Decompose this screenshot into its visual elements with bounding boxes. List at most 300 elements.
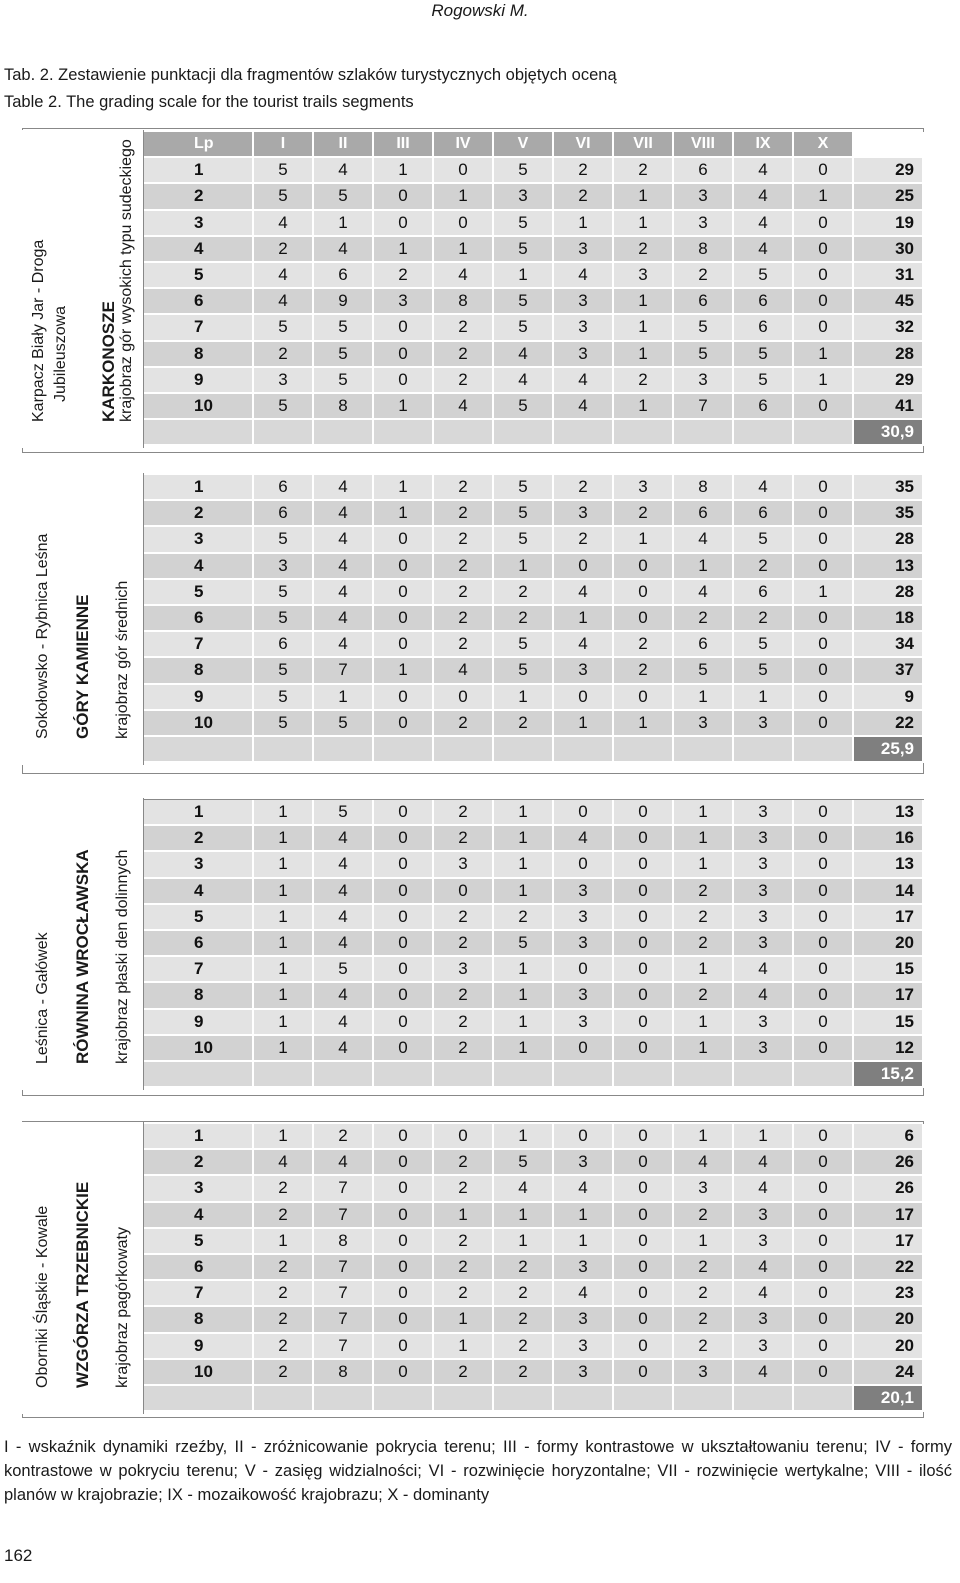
score-cell: 2 [434, 800, 494, 824]
row-number: 2 [144, 1150, 254, 1174]
score-cell: 5 [314, 315, 374, 339]
empty-cell [314, 1386, 374, 1410]
score-cell: 0 [794, 1360, 854, 1384]
group-average: 25,9 [854, 737, 924, 761]
score-cell: 1 [794, 580, 854, 604]
row-total: 14 [854, 879, 924, 903]
score-cell: 1 [254, 1229, 314, 1253]
score-cell: 5 [314, 711, 374, 735]
score-cell: 4 [494, 368, 554, 392]
score-cell: 3 [734, 931, 794, 955]
score-cell: 3 [554, 501, 614, 525]
score-cell: 0 [794, 158, 854, 182]
score-cell: 6 [674, 632, 734, 656]
score-cell: 0 [794, 1255, 854, 1279]
score-cell: 1 [254, 1124, 314, 1148]
score-cell: 5 [674, 315, 734, 339]
table-row [144, 184, 924, 210]
score-cell: 3 [554, 1010, 614, 1034]
score-cell: 1 [494, 826, 554, 850]
row-number: 7 [144, 957, 254, 981]
score-cell: 4 [734, 475, 794, 499]
score-cell: 0 [614, 852, 674, 876]
score-cell: 0 [794, 1176, 854, 1200]
score-cell: 0 [374, 1360, 434, 1384]
table-row [144, 1334, 924, 1360]
score-cell: 4 [314, 983, 374, 1007]
empty-cell [374, 420, 434, 444]
score-cell: 1 [494, 983, 554, 1007]
score-cell: 4 [734, 158, 794, 182]
score-cell: 0 [374, 905, 434, 929]
score-cell: 3 [734, 905, 794, 929]
score-cell: 3 [554, 983, 614, 1007]
score-cell: 3 [254, 554, 314, 578]
running-head: Rogowski M. [431, 1, 529, 20]
score-cell: 2 [434, 554, 494, 578]
row-number: 9 [144, 1010, 254, 1034]
score-cell: 4 [554, 368, 614, 392]
table-row [144, 711, 924, 737]
score-cell: 0 [374, 1010, 434, 1034]
score-cell: 4 [314, 158, 374, 182]
score-cell: 1 [614, 315, 674, 339]
empty-cell [144, 1062, 254, 1086]
score-cell: 0 [374, 368, 434, 392]
score-cell: 0 [614, 1203, 674, 1227]
score-cell: 0 [614, 1307, 674, 1331]
score-cell: 1 [614, 184, 674, 208]
table-row [144, 289, 924, 315]
score-cell: 3 [734, 1334, 794, 1358]
score-cell: 6 [254, 632, 314, 656]
score-cell: 1 [554, 1203, 614, 1227]
score-cell: 5 [674, 658, 734, 682]
score-cell: 8 [434, 289, 494, 313]
empty-cell [734, 737, 794, 761]
score-cell: 2 [614, 632, 674, 656]
table-row [144, 826, 924, 852]
score-cell: 2 [674, 1203, 734, 1227]
empty-cell [494, 420, 554, 444]
score-cell: 4 [554, 394, 614, 418]
row-total: 45 [854, 289, 924, 313]
row-number: 7 [144, 632, 254, 656]
score-cell: 4 [314, 475, 374, 499]
score-cell: 1 [614, 711, 674, 735]
score-cell: 5 [494, 315, 554, 339]
score-cell: 7 [674, 394, 734, 418]
score-cell: 2 [434, 826, 494, 850]
score-cell: 4 [254, 211, 314, 235]
score-cell: 4 [734, 983, 794, 1007]
table-row [144, 315, 924, 341]
score-cell: 4 [734, 1360, 794, 1384]
row-number: 8 [144, 983, 254, 1007]
empty-cell [434, 737, 494, 761]
score-cell: 0 [794, 263, 854, 287]
table-row [144, 852, 924, 878]
score-cell: 6 [734, 315, 794, 339]
score-cell: 5 [314, 800, 374, 824]
score-cell: 5 [254, 394, 314, 418]
score-cell: 0 [374, 957, 434, 981]
score-cell: 4 [314, 1036, 374, 1060]
row-number: 6 [144, 606, 254, 630]
score-cell: 4 [314, 931, 374, 955]
score-cell: 0 [614, 1334, 674, 1358]
score-cell: 0 [614, 826, 674, 850]
score-cell: 3 [554, 879, 614, 903]
score-cell: 4 [494, 1176, 554, 1200]
score-cell: 0 [554, 554, 614, 578]
score-cell: 6 [674, 158, 734, 182]
group-average-row [144, 1386, 924, 1412]
score-cell: 2 [674, 1255, 734, 1279]
table-row [144, 879, 924, 905]
score-cell: 5 [734, 263, 794, 287]
score-cell: 4 [254, 263, 314, 287]
score-cell: 0 [374, 685, 434, 709]
region-name: KARKONOSZE [99, 301, 118, 423]
score-cell: 2 [614, 501, 674, 525]
table-row [144, 632, 924, 658]
landscape-type: krajobraz płaski den dolinnych [114, 849, 131, 1065]
score-cell: 2 [434, 1036, 494, 1060]
score-cell: 1 [734, 685, 794, 709]
score-cell: 4 [554, 1281, 614, 1305]
score-cell: 5 [494, 501, 554, 525]
score-cell: 0 [374, 1176, 434, 1200]
score-cell: 2 [434, 1010, 494, 1034]
score-cell: 0 [374, 800, 434, 824]
score-cell: 3 [734, 1036, 794, 1060]
table-row [144, 554, 924, 580]
score-cell: 0 [374, 983, 434, 1007]
row-total: 19 [854, 211, 924, 235]
score-cell: 0 [614, 1281, 674, 1305]
score-cell: 2 [254, 1334, 314, 1358]
column-header-sum [854, 132, 924, 156]
table-row [144, 501, 924, 527]
row-number: 9 [144, 368, 254, 392]
row-number: 5 [144, 263, 254, 287]
row-number: 7 [144, 315, 254, 339]
score-cell: 2 [674, 1334, 734, 1358]
score-cell: 0 [374, 315, 434, 339]
score-cell: 4 [734, 1255, 794, 1279]
score-cell: 0 [794, 658, 854, 682]
score-cell: 2 [434, 527, 494, 551]
row-total: 41 [854, 394, 924, 418]
score-cell: 4 [314, 1010, 374, 1034]
score-cell: 1 [254, 905, 314, 929]
row-number: 9 [144, 685, 254, 709]
score-cell: 1 [254, 826, 314, 850]
score-cell: 0 [794, 1150, 854, 1174]
table-row [144, 606, 924, 632]
row-total: 13 [854, 800, 924, 824]
empty-cell [314, 1062, 374, 1086]
score-cell: 2 [434, 1360, 494, 1384]
row-number: 3 [144, 1176, 254, 1200]
score-cell: 1 [494, 879, 554, 903]
row-total: 6 [854, 1124, 924, 1148]
score-cell: 5 [674, 342, 734, 366]
score-cell: 9 [314, 289, 374, 313]
score-cell: 5 [254, 184, 314, 208]
score-cell: 0 [614, 685, 674, 709]
score-cell: 3 [674, 1360, 734, 1384]
score-cell: 5 [314, 368, 374, 392]
row-total: 20 [854, 1307, 924, 1331]
score-cell: 1 [614, 394, 674, 418]
score-cell: 0 [614, 1255, 674, 1279]
score-cell: 2 [254, 1176, 314, 1200]
empty-cell [674, 1386, 734, 1410]
score-cell: 3 [674, 1176, 734, 1200]
score-cell: 3 [554, 1334, 614, 1358]
score-cell: 2 [554, 475, 614, 499]
score-cell: 5 [254, 580, 314, 604]
score-cell: 0 [794, 905, 854, 929]
score-cell: 3 [554, 289, 614, 313]
column-header: VI [554, 132, 614, 156]
row-total: 34 [854, 632, 924, 656]
score-cell: 1 [374, 658, 434, 682]
region-name: WZGÓRZA TRZEBNICKIE [73, 1182, 92, 1389]
table-row [144, 475, 924, 501]
empty-cell [144, 1386, 254, 1410]
score-cell: 5 [494, 158, 554, 182]
table-row [144, 983, 924, 1009]
empty-cell [794, 420, 854, 444]
row-number: 2 [144, 184, 254, 208]
score-cell: 2 [434, 711, 494, 735]
score-cell: 4 [314, 852, 374, 876]
column-header: VII [614, 132, 674, 156]
score-cell: 5 [494, 931, 554, 955]
score-cell: 5 [494, 211, 554, 235]
trail-name: Karpacz Biały Jar - Droga [30, 240, 47, 423]
empty-cell [314, 737, 374, 761]
score-cell: 0 [794, 632, 854, 656]
score-cell: 2 [434, 368, 494, 392]
score-cell: 2 [554, 527, 614, 551]
score-cell: 0 [794, 711, 854, 735]
row-total: 28 [854, 580, 924, 604]
table-row [144, 1150, 924, 1176]
empty-cell [554, 1062, 614, 1086]
score-cell: 0 [794, 685, 854, 709]
score-cell: 0 [374, 1307, 434, 1331]
score-cell: 3 [374, 289, 434, 313]
score-cell: 2 [434, 606, 494, 630]
score-cell: 2 [254, 1255, 314, 1279]
score-cell: 0 [614, 983, 674, 1007]
score-cell: 2 [434, 342, 494, 366]
score-cell: 4 [314, 1150, 374, 1174]
score-cell: 1 [674, 1036, 734, 1060]
score-cell: 0 [794, 931, 854, 955]
score-cell: 1 [674, 1010, 734, 1034]
score-cell: 0 [614, 1229, 674, 1253]
score-cell: 0 [794, 475, 854, 499]
table-row [144, 368, 924, 394]
score-cell: 0 [554, 685, 614, 709]
score-cell: 0 [374, 1203, 434, 1227]
empty-cell [374, 1386, 434, 1410]
table-row [144, 263, 924, 289]
score-cell: 1 [614, 211, 674, 235]
empty-cell [254, 1062, 314, 1086]
score-cell: 7 [314, 1334, 374, 1358]
table-row [144, 1360, 924, 1386]
group-average-row [144, 420, 924, 446]
score-cell: 0 [554, 1124, 614, 1148]
score-cell: 6 [734, 394, 794, 418]
page-number: 162 [4, 1546, 33, 1565]
score-cell: 0 [614, 554, 674, 578]
row-total: 17 [854, 983, 924, 1007]
column-header: V [494, 132, 554, 156]
score-cell: 2 [434, 580, 494, 604]
group-average: 20,1 [854, 1386, 924, 1410]
score-cell: 1 [674, 826, 734, 850]
score-cell: 3 [554, 1307, 614, 1331]
table-row [144, 931, 924, 957]
score-cell: 0 [794, 1036, 854, 1060]
score-cell: 0 [614, 1360, 674, 1384]
score-cell: 7 [314, 1255, 374, 1279]
score-cell: 0 [374, 184, 434, 208]
score-cell: 1 [374, 475, 434, 499]
score-cell: 5 [494, 475, 554, 499]
row-total: 13 [854, 852, 924, 876]
score-cell: 3 [734, 879, 794, 903]
score-cell: 4 [314, 237, 374, 261]
score-cell: 0 [614, 580, 674, 604]
score-cell: 2 [734, 554, 794, 578]
score-cell: 5 [494, 237, 554, 261]
empty-cell [554, 1386, 614, 1410]
row-total: 29 [854, 368, 924, 392]
score-cell: 1 [494, 685, 554, 709]
score-cell: 4 [314, 632, 374, 656]
score-cell: 1 [494, 1010, 554, 1034]
table-row [144, 342, 924, 368]
row-total: 16 [854, 826, 924, 850]
score-cell: 1 [494, 1036, 554, 1060]
score-cell: 2 [434, 315, 494, 339]
score-cell: 1 [674, 852, 734, 876]
score-cell: 8 [314, 394, 374, 418]
score-cell: 1 [374, 237, 434, 261]
score-cell: 1 [674, 554, 734, 578]
row-total: 22 [854, 1255, 924, 1279]
score-cell: 4 [674, 1150, 734, 1174]
score-cell: 1 [674, 685, 734, 709]
table-row [144, 1176, 924, 1202]
score-cell: 0 [614, 905, 674, 929]
score-cell: 3 [554, 905, 614, 929]
score-cell: 5 [494, 394, 554, 418]
score-cell: 0 [554, 957, 614, 981]
score-cell: 1 [494, 800, 554, 824]
trail-name-cont: Jubileuszowa [52, 306, 69, 403]
empty-cell [734, 420, 794, 444]
score-cell: 2 [434, 1229, 494, 1253]
empty-cell [794, 1062, 854, 1086]
row-number: 6 [144, 289, 254, 313]
empty-cell [614, 1386, 674, 1410]
row-number: 5 [144, 580, 254, 604]
table-row [144, 800, 924, 826]
score-cell: 0 [794, 957, 854, 981]
score-cell: 8 [674, 237, 734, 261]
score-cell: 4 [734, 237, 794, 261]
landscape-type: krajobraz gór wysokich typu sudeckiego [118, 139, 135, 423]
table-caption-en: Table 2. The grading scale for the tourist trails segments [4, 93, 414, 111]
score-cell: 1 [554, 211, 614, 235]
table-row [144, 1010, 924, 1036]
score-cell: 3 [734, 1307, 794, 1331]
score-cell: 2 [674, 263, 734, 287]
row-number: 8 [144, 1307, 254, 1331]
table-row [144, 905, 924, 931]
score-cell: 4 [734, 1176, 794, 1200]
score-cell: 2 [254, 237, 314, 261]
group-separator [22, 773, 924, 800]
score-cell: 4 [734, 1281, 794, 1305]
score-cell: 6 [254, 475, 314, 499]
empty-cell [674, 420, 734, 444]
row-total: 26 [854, 1150, 924, 1174]
score-cell: 2 [494, 905, 554, 929]
empty-cell [144, 420, 254, 444]
score-cell: 5 [494, 527, 554, 551]
score-cell: 5 [494, 289, 554, 313]
score-cell: 0 [374, 1334, 434, 1358]
score-cell: 0 [374, 342, 434, 366]
score-cell: 5 [494, 1150, 554, 1174]
score-cell: 2 [614, 237, 674, 261]
row-number: 10 [144, 394, 254, 418]
row-number: 4 [144, 879, 254, 903]
empty-cell [674, 737, 734, 761]
score-cell: 1 [674, 1229, 734, 1253]
score-cell: 5 [254, 527, 314, 551]
row-number: 5 [144, 1229, 254, 1253]
score-cell: 3 [554, 1150, 614, 1174]
score-cell: 2 [314, 1124, 374, 1148]
score-cell: 3 [734, 1229, 794, 1253]
row-number: 8 [144, 342, 254, 366]
score-cell: 0 [374, 580, 434, 604]
table-row [144, 527, 924, 553]
score-cell: 2 [434, 905, 494, 929]
row-total: 20 [854, 1334, 924, 1358]
group-average-row [144, 737, 924, 763]
region-name: RÓWNINA WROCŁAWSKA [73, 849, 92, 1065]
table-row [144, 957, 924, 983]
score-cell: 5 [314, 957, 374, 981]
score-cell: 0 [614, 1036, 674, 1060]
score-cell: 0 [794, 527, 854, 551]
score-cell: 4 [314, 527, 374, 551]
row-number: 2 [144, 826, 254, 850]
row-total: 17 [854, 905, 924, 929]
